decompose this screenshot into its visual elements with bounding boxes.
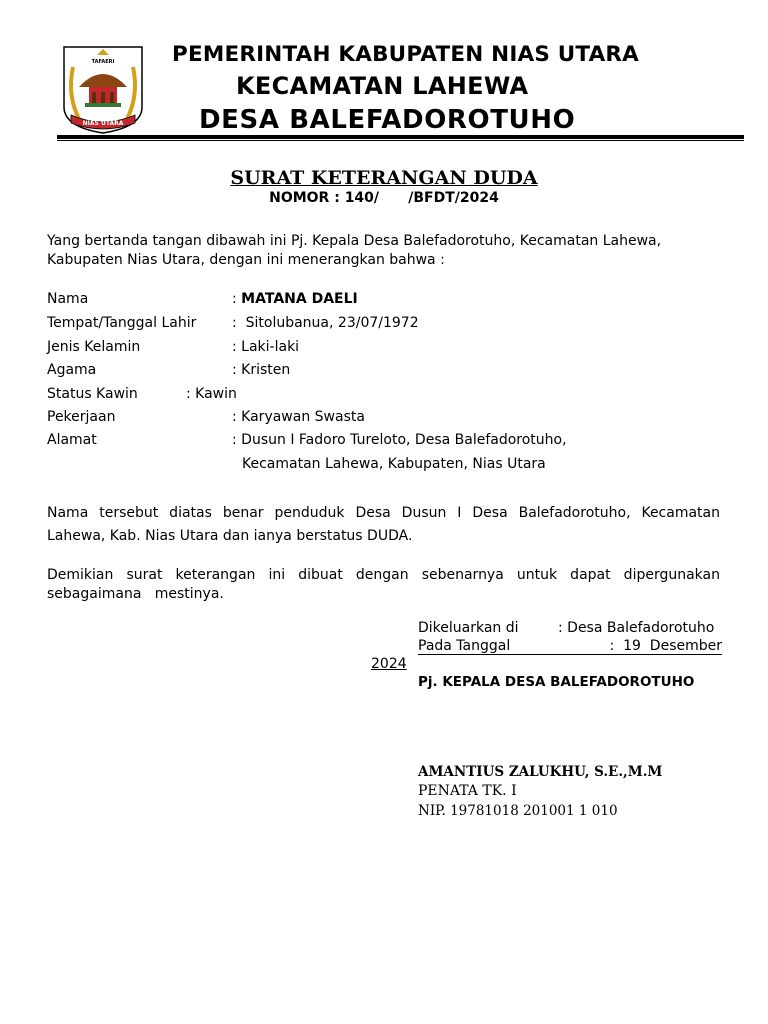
value-status: Kawin bbox=[195, 386, 237, 402]
value-jk: Laki-laki bbox=[241, 339, 300, 355]
separator: : bbox=[232, 315, 246, 331]
field-label-jk: Jenis Kelamin bbox=[47, 339, 141, 355]
closing-paragraph bbox=[47, 566, 720, 604]
issued-place-label: Dikeluarkan di bbox=[418, 620, 519, 636]
value-ttl: Sitolubanua, 23/07/1972 bbox=[245, 315, 419, 331]
value-pekerjaan: Karyawan Swasta bbox=[241, 409, 365, 425]
district-logo bbox=[61, 45, 145, 135]
issued-date-label: Pada Tanggal bbox=[418, 638, 511, 654]
value-agama: Kristen bbox=[241, 362, 291, 378]
field-value-pekerjaan bbox=[232, 409, 365, 425]
document-title: SURAT KETERANGAN DUDA bbox=[230, 167, 538, 189]
field-label-nama: Nama bbox=[47, 291, 89, 307]
letterhead-line-3: DESA BALEFADOROTUHO bbox=[199, 105, 576, 135]
issued-date-value: : 19 Desember bbox=[609, 638, 722, 654]
closing-line-2: sebagaimana mestinya. bbox=[47, 586, 224, 602]
issued-year: 2024 bbox=[371, 656, 407, 672]
letterhead-line-2: KECAMATAN LAHEWA bbox=[236, 72, 529, 100]
field-value-agama bbox=[232, 362, 290, 378]
field-value-alamat-2: Kecamatan Lahewa, Kabupaten, Nias Utara bbox=[242, 456, 546, 472]
field-value-nama bbox=[232, 291, 358, 307]
separator: : bbox=[232, 432, 242, 448]
intro-paragraph bbox=[47, 232, 720, 270]
statement-line-2: Lahewa, Kab. Nias Utara dan ianya berstatus DUDA. bbox=[47, 528, 413, 544]
intro-line-1: Yang bertanda tangan dibawah ini Pj. Kepala Desa Balefadorotuho, Kecamatan Lahewa, bbox=[47, 233, 662, 249]
field-value-jk bbox=[232, 339, 299, 355]
document-number: NOMOR : 140/ /BFDT/2024 bbox=[269, 190, 499, 206]
separator: : bbox=[232, 291, 242, 307]
signatory-position: Pj. KEPALA DESA BALEFADOROTUHO bbox=[418, 674, 695, 690]
separator: : bbox=[232, 362, 242, 378]
field-label-ttl: Tempat/Tanggal Lahir bbox=[47, 315, 197, 331]
field-value-status bbox=[186, 386, 237, 402]
svg-text:TAFAERI: TAFAERI bbox=[91, 59, 115, 65]
field-label-status: Status Kawin bbox=[47, 386, 138, 402]
field-label-agama: Agama bbox=[47, 362, 97, 378]
field-label-alamat: Alamat bbox=[47, 432, 97, 448]
separator: : bbox=[186, 386, 196, 402]
letterhead-rule-thin bbox=[57, 140, 744, 141]
intro-line-2: Kabupaten Nias Utara, dengan ini menerangkan bahwa : bbox=[47, 252, 445, 268]
field-value-ttl bbox=[232, 315, 419, 331]
statement-line-1: Nama tersebut diatas benar penduduk Desa Dusun I Desa Balefadorotuho, Kecamatan bbox=[47, 505, 720, 521]
signatory-name: AMANTIUS ZALUKHU, S.E.,M.M bbox=[418, 764, 663, 780]
separator: : bbox=[232, 339, 242, 355]
issued-date-line bbox=[418, 638, 722, 655]
statement-paragraph bbox=[47, 502, 720, 548]
issued-place-value: : Desa Balefadorotuho bbox=[558, 620, 715, 636]
svg-text:NIAS UTARA: NIAS UTARA bbox=[82, 120, 124, 127]
separator: : bbox=[232, 409, 242, 425]
signatory-nip: NIP. 19781018 201001 1 010 bbox=[418, 803, 618, 819]
letterhead-line-1: PEMERINTAH KABUPATEN NIAS UTARA bbox=[172, 42, 640, 67]
value-nama: MATANA DAELI bbox=[241, 291, 358, 307]
value-alamat-1: Dusun I Fadoro Tureloto, Desa Balefadorotuho, bbox=[241, 432, 567, 448]
document-title-block bbox=[0, 167, 768, 189]
signatory-rank: PENATA TK. I bbox=[418, 783, 517, 799]
field-value-alamat bbox=[232, 432, 567, 448]
closing-line-1: Demikian surat keterangan ini dibuat dengan sebenarnya untuk dapat dipergunakan bbox=[47, 567, 720, 583]
field-label-pekerjaan: Pekerjaan bbox=[47, 409, 116, 425]
letterhead-rule bbox=[57, 135, 744, 139]
